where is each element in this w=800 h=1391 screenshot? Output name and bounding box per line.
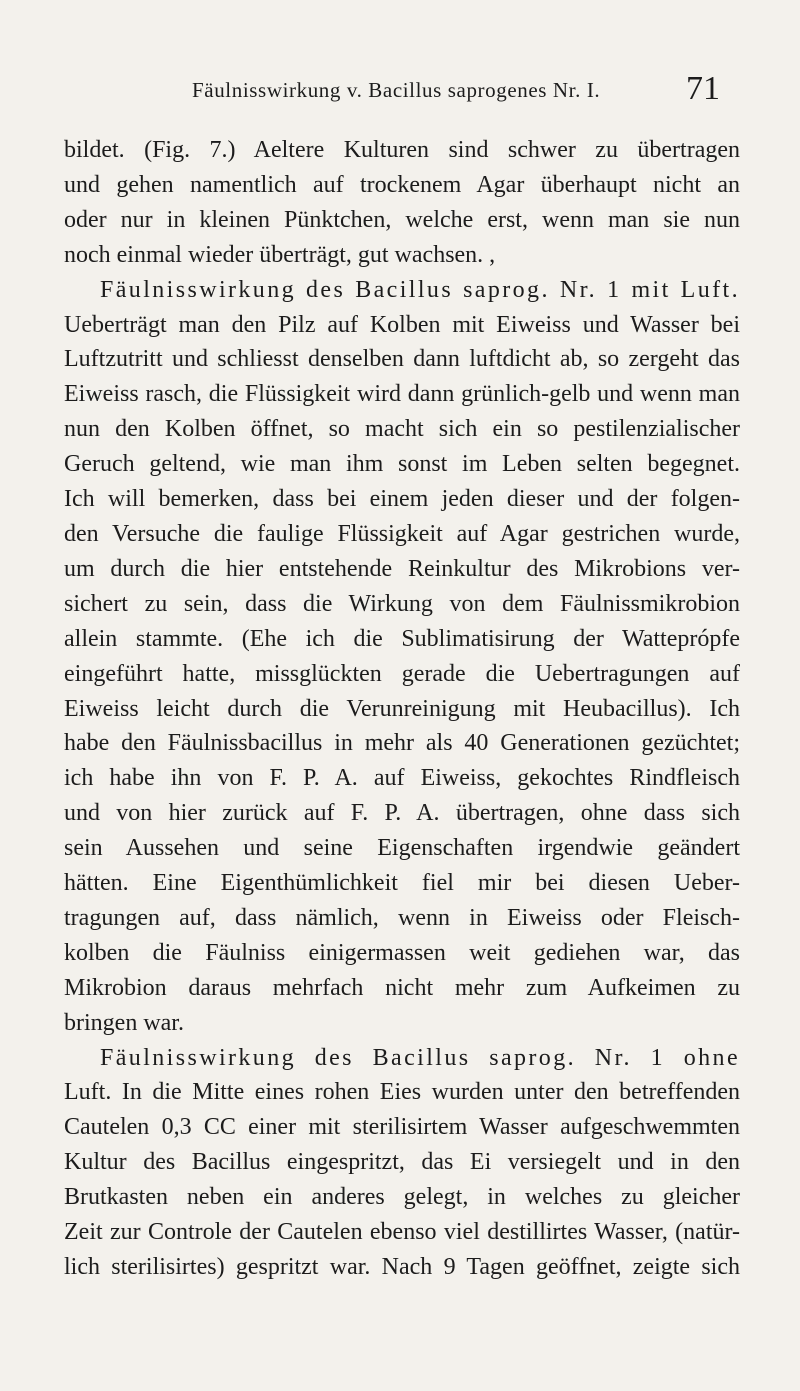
text-line: Kultur des Bacillus eingespritzt, das Ei versiegelt und in den (64, 1149, 740, 1176)
text-line: noch einmal wieder überträgt, gut wachsen. , (64, 241, 496, 268)
text-line: Ich will bemerken, dass bei einem jeden dieser und der folgen- (64, 486, 740, 513)
text-line: ich habe ihn von F. P. A. auf Eiweiss, gekochtes Rindfleisch (64, 765, 740, 792)
text-line: Geruch geltend, wie man ihm sonst im Leben selten begegnet. (64, 451, 740, 478)
running-title: Fäulnisswirkung v. Bacillus saprogenes Nr. I. (192, 78, 601, 102)
text-line: kolben die Fäulniss einigermassen weit gediehen war, das (64, 939, 740, 966)
page-number: 71 (686, 70, 720, 107)
text-line: lich sterilisirtes) gespritzt war. Nach 9 Tagen geöffnet, zeigte sich (64, 1254, 740, 1280)
text-line: Ueberträgt man den Pilz auf Kolben mit Eiweiss und Wasser bei (64, 311, 740, 338)
text-line: Cautelen 0,3 CC einer mit sterilisirtem Wasser aufgeschwemmten (64, 1114, 740, 1141)
text-line: Brutkasten neben ein anderes gelegt, in welches zu gleicher (64, 1184, 740, 1211)
text-line: hätten. Eine Eigenthümlichkeit fiel mir bei diesen Ueber- (64, 870, 740, 897)
section-heading-with-air: Fäulnisswirkung des Bacillus saprog. Nr. 1 mit Luft. (100, 276, 740, 303)
text-line: den Versuche die faulige Flüssigkeit auf Agar gestrichen wurde, (64, 520, 740, 547)
text-line: bringen war. (64, 1009, 184, 1036)
text-line: sichert zu sein, dass die Wirkung von dem Fäulnissmikrobion (64, 590, 740, 617)
text-line: und von hier zurück auf F. P. A. übertragen, ohne dass sich (64, 800, 740, 827)
section-heading-without-air: Fäulnisswirkung des Bacillus saprog. Nr. 1 ohne (100, 1044, 740, 1071)
text-line: eingeführt hatte, missglückten gerade die Uebertragungen auf (64, 660, 740, 687)
text-line: sein Aussehen und seine Eigenschaften irgendwie geändert (64, 835, 740, 862)
text-line: nun den Kolben öffnet, so macht sich ein so pestilenzialischer (64, 416, 740, 443)
body-text (64, 133, 740, 1285)
text-line: allein stammte. (Ehe ich die Sublimatisirung der Watteprópfe (64, 625, 740, 652)
text-line: und gehen namentlich auf trockenem Agar überhaupt nicht an (64, 171, 740, 198)
text-line: Eiweiss leicht durch die Verunreinigung mit Heubacillus). Ich (64, 695, 740, 722)
text-line: oder nur in kleinen Pünktchen, welche erst, wenn man sie nun (64, 206, 740, 233)
text-line: tragungen auf, dass nämlich, wenn in Eiweiss oder Fleisch- (64, 904, 740, 931)
text-line: um durch die hier entstehende Reinkultur des Mikrobions ver- (64, 555, 740, 582)
text-line: Zeit zur Controle der Cautelen ebenso viel destillirtes Wasser, (natür- (64, 1219, 740, 1246)
text-line: Mikrobion daraus mehrfach nicht mehr zum Aufkeimen zu (64, 974, 740, 1001)
text-line: habe den Fäulnissbacillus in mehr als 40 Generationen gezüchtet; (64, 730, 740, 757)
text-line: bildet. (Fig. 7.) Aeltere Kulturen sind schwer zu übertragen (64, 137, 740, 163)
running-header (0, 70, 800, 110)
text-line: Luftzutritt und schliesst denselben dann luftdicht ab, so zergeht das (64, 346, 740, 373)
text-line: Luft. In die Mitte eines rohen Eies wurden unter den betreffenden (64, 1079, 740, 1106)
text-line: Eiweiss rasch, die Flüssigkeit wird dann grünlich-gelb und wenn man (64, 381, 740, 408)
